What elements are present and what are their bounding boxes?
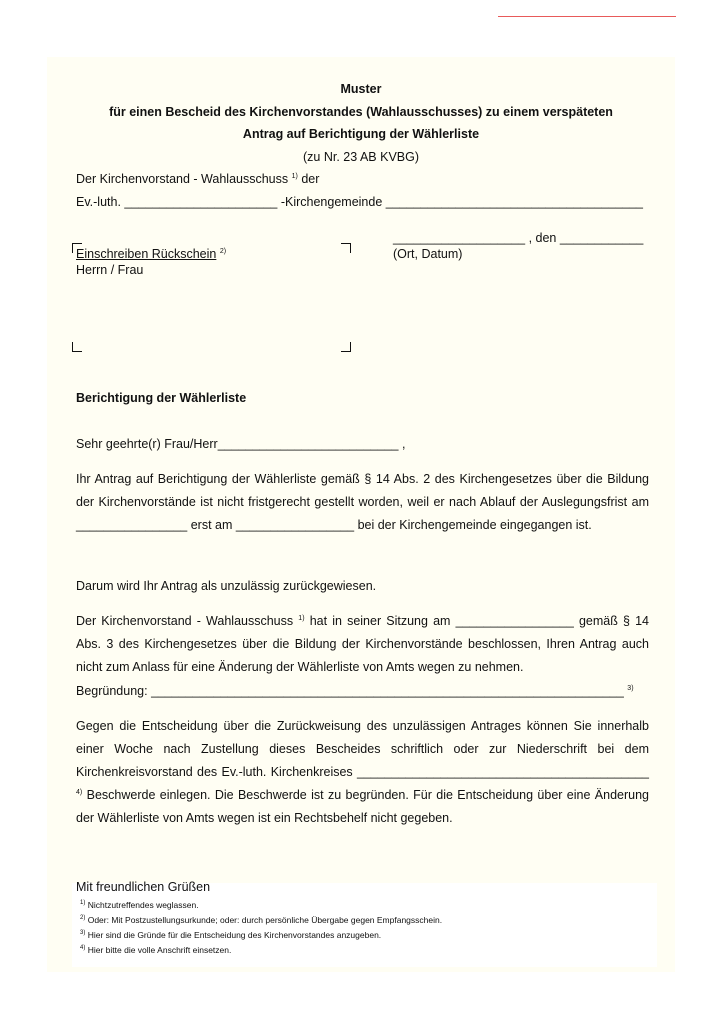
- sender-line1: [76, 171, 319, 187]
- paragraph4-text-b: Beschwerde einlegen. Die Beschwerde ist zu begründen. Für die Entscheidung über eine Änderung der Wählerliste von Amts wegen ist ein Rechtsbehelf nicht gegeben.: [76, 788, 649, 825]
- sender-line1-end: der: [301, 172, 320, 186]
- footnote-number: 1): [80, 900, 86, 906]
- footnote-text: Hier bitte die volle Anschrift einsetzen.: [87, 945, 232, 955]
- footnote-text: Nichtzutreffendes weglassen.: [87, 900, 199, 910]
- document-subtitle-line2: Antrag auf Berichtigung der Wählerliste: [242, 127, 480, 141]
- footnote-ref: 1): [291, 173, 298, 180]
- parish-name-blank[interactable]: ______________________: [124, 195, 278, 209]
- recipient-name-blank[interactable]: __________________________: [217, 437, 399, 451]
- subject-line: Berichtigung der Wählerliste: [76, 391, 247, 405]
- date-label: , den: [528, 231, 557, 245]
- footnote-ref: 3): [627, 685, 634, 692]
- document-subtitle-line1: für einen Bescheid des Kirchenvorstandes (Wahlausschusses) zu einem verspäteten: [109, 105, 613, 119]
- place-date-line: [393, 230, 643, 246]
- top-red-rule: [498, 16, 676, 17]
- footnote-4: [80, 945, 231, 956]
- footnote-number: 4): [80, 945, 86, 951]
- footnote-ref: 2): [219, 248, 227, 255]
- paragraph4-text-a: Gegen die Entscheidung über die Zurückweisung des unzulässigen Antrages können Sie innerhalb einer Woche nach Zustellung dieses Bescheides schriftlich oder zur Niederschrift bei dem Kirchenkreisvorstand des Ev.-luth. Kirchenkreises: [76, 719, 649, 779]
- footnote-number: 2): [80, 915, 86, 921]
- document-title: Muster: [340, 82, 382, 96]
- meeting-date-blank[interactable]: _________________: [455, 614, 574, 628]
- sender-mid: -Kirchengemeinde: [280, 195, 383, 209]
- salutation-text: Sehr geehrte(r) Frau/Herr: [76, 437, 218, 451]
- document-reference: (zu Nr. 23 AB KVBG): [302, 150, 419, 164]
- footnote-text: Hier sind die Gründe für die Entscheidung des Kirchenvorstandes anzugeben.: [87, 930, 382, 940]
- paragraph-late-application: [76, 468, 649, 537]
- reason-line: [76, 683, 634, 699]
- footnote-text: Oder: Mit Postzustellungsurkunde; oder: durch persönliche Übergabe gegen Empfangsschein.: [87, 915, 443, 925]
- paragraph-committee-decision: [76, 610, 649, 679]
- delivery-method: [76, 246, 226, 262]
- paragraph3-text-b: hat in seiner Sitzung am: [309, 614, 451, 628]
- church-district-address-blank[interactable]: __________________________________________: [357, 765, 649, 779]
- paragraph-rejection: Darum wird Ihr Antrag als unzulässig zurückgewiesen.: [76, 579, 377, 593]
- place-blank[interactable]: ___________________: [393, 231, 526, 245]
- footnote-2: [80, 915, 442, 926]
- closing-greeting: Mit freundlichen Grüßen: [76, 880, 211, 894]
- paragraph3-text-a: Der Kirchenvorstand - Wahlausschuss: [76, 614, 294, 628]
- document-page: [47, 57, 675, 972]
- delivery-label: Einschreiben Rückschein: [76, 247, 217, 261]
- paragraph1-text-a: Ihr Antrag auf Berichtigung der Wählerliste gemäß § 14 Abs. 2 des Kirchengesetzes über die Bildung der Kirchenvorstände ist nicht fristgerecht gestellt worden, weil er nach Ablauf der Auslegungsfrist am: [76, 472, 649, 509]
- place-date-caption: (Ort, Datum): [393, 247, 463, 261]
- reason-label: Begründung:: [76, 684, 148, 698]
- address-corner-top-right: [341, 243, 351, 253]
- paragraph1-text-b: erst am: [190, 518, 233, 532]
- footnote-1: [80, 900, 199, 911]
- footnote-ref: 1): [298, 615, 305, 622]
- footnote-number: 3): [80, 930, 86, 936]
- footnote-ref: 4): [76, 789, 83, 796]
- parish-address-blank[interactable]: _____________________________________: [385, 195, 644, 209]
- sender-prefix: Ev.-luth.: [76, 195, 121, 209]
- salutation-end: ,: [401, 437, 406, 451]
- address-corner-bottom-left: [72, 342, 82, 352]
- paragraph-appeal: [76, 715, 649, 830]
- paragraph1-text-c: bei der Kirchengemeinde eingegangen ist.: [357, 518, 592, 532]
- recipient-label: Herrn / Frau: [76, 263, 144, 277]
- sender-line2: [76, 194, 643, 210]
- salutation: [76, 436, 405, 452]
- address-corner-bottom-right: [341, 342, 351, 352]
- paragraph3-text-c: gemäß § 14 Abs. 3 des Kirchengesetzes über die Bildung der Kirchenvorstände beschlossen, Ihren Antrag auch nicht zum Anlass für eine Änderung der Wählerliste von Amts wegen zu nehmen.: [76, 614, 650, 674]
- date-blank[interactable]: ____________: [559, 231, 644, 245]
- reason-blank[interactable]: ____________________________________________________________________: [151, 684, 624, 698]
- footnote-3: [80, 930, 381, 941]
- deadline-date-blank[interactable]: ________________: [76, 518, 188, 532]
- received-date-blank[interactable]: _________________: [235, 518, 355, 532]
- sender-label: Der Kirchenvorstand - Wahlausschuss: [76, 172, 289, 186]
